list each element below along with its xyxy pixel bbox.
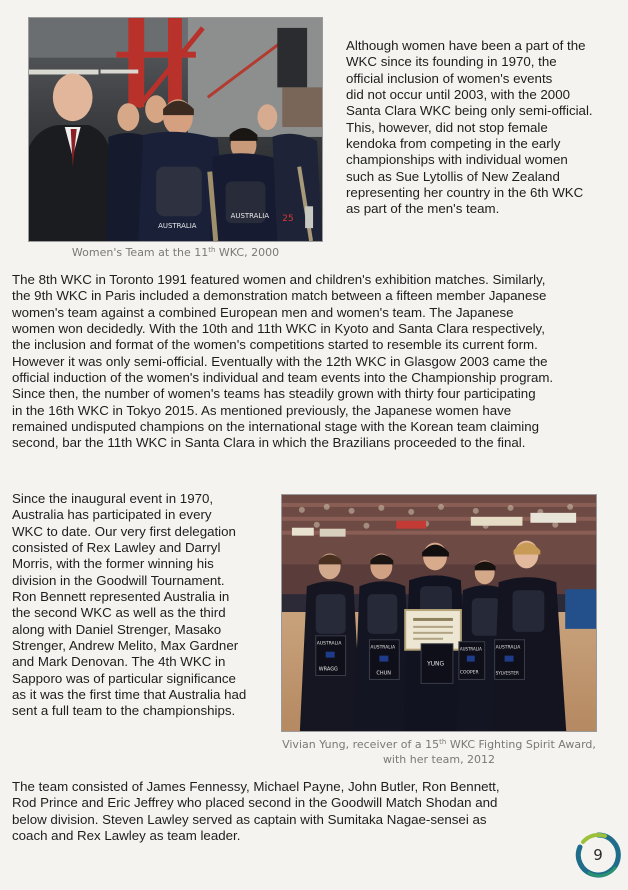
- text-line: coach and Rex Lawley as team leader.: [12, 828, 241, 844]
- text-line: sent a full team to the championships.: [12, 703, 236, 719]
- text-line: Although women have been a part of the: [346, 38, 586, 53]
- zekken-label-4: AUSTRALIA: [459, 646, 482, 652]
- text-line: WKC since its founding in 1970, the: [346, 54, 557, 70]
- text-line: remained undisputed champions on the international stage with the Korean team claiming: [12, 419, 540, 435]
- text-line: The 8th WKC in Toronto 1991 featured women and children's exhibition matches. Similarly,: [12, 272, 546, 287]
- page-number: 9: [593, 846, 603, 864]
- text-line: WKC to date. Our very first delegation: [12, 523, 236, 539]
- text-line: The team consisted of James Fennessy, Michael Payne, John Butler, Ron Bennett,: [12, 779, 500, 794]
- text-line: This, however, did not stop female: [346, 119, 548, 135]
- text-line: the inclusion and format of the women's competitions started to resemble its current form.: [12, 337, 538, 353]
- text-line: such as Sue Lytollis of New Zealand: [346, 168, 560, 184]
- text-line: below division. Steven Lawley served as captain with Sumitaka Nagae-sensei as: [12, 811, 487, 827]
- zekken-name-1: WRAGG: [318, 666, 338, 673]
- text-line: as it was the first time that Australia had: [12, 687, 247, 703]
- text-line: women won decidedly. With the 10th and 11th WKC in Kyoto and Santa Clara respectively,: [12, 321, 545, 337]
- text-line: and Mark Denovan. The 4th WKC in: [12, 654, 226, 670]
- zekken-label-2: AUSTRALIA: [370, 645, 396, 651]
- text-line: as part of the men's team.: [346, 201, 500, 217]
- text-line: the 9th WKC in Paris included a demonstration match between a fifteen member Japanese: [12, 288, 547, 304]
- zekken-name-3: YUNG: [427, 660, 445, 668]
- zekken-label-5: AUSTRALIA: [495, 645, 521, 651]
- photo1-caption-sup: th: [208, 246, 216, 254]
- photo1-caption-post: WKC, 2000: [215, 246, 280, 259]
- team-label-1: AUSTRALIA: [158, 222, 197, 231]
- text-line: Australia has participated in every: [12, 507, 212, 523]
- text-line: women's team against a combined European men and women's team. The Japanese: [12, 304, 514, 320]
- text-line: Morris, with the former winning his: [12, 556, 214, 572]
- photo2-caption: [281, 737, 597, 767]
- page-number-badge: [575, 832, 621, 878]
- paragraph-wkc-womens-events: [12, 272, 553, 452]
- text-line: Since the inaugural event in 1970,: [12, 491, 214, 506]
- womens-team-2000-photo: [28, 17, 323, 242]
- text-line: in the 16th WKC in Tokyo 2015. As mentioned previously, the Japanese women have: [12, 402, 512, 418]
- vivian-yung-team-photo: [281, 494, 597, 732]
- photo1-caption: [28, 245, 323, 260]
- text-line: division in the Goodwill Tournament.: [12, 572, 225, 588]
- zekken-name-5: SYLVESTER: [495, 670, 519, 676]
- text-line: Sapporo was of particular significance: [12, 670, 236, 686]
- zekken-label-1: AUSTRALIA: [316, 641, 342, 647]
- score-display: 25: [282, 214, 294, 225]
- text-line: Since then, the number of women's teams has steadily grown with thirty four participating: [12, 386, 536, 402]
- photo1-caption-pre: Women's Team at the 11: [71, 246, 209, 259]
- photo2-caption-post: WKC Fighting Spirit Award,: [446, 738, 596, 751]
- paragraph-women-history: [346, 38, 593, 218]
- photo2-caption-sup: th: [439, 738, 447, 746]
- zekken-name-2: CHUN: [376, 670, 391, 677]
- photo2-caption-pre: Vivian Yung, receiver of a 15: [282, 738, 440, 751]
- paragraph-team-members: [12, 779, 500, 844]
- text-line: championships with individual women: [346, 152, 568, 168]
- text-line: consisted of Rex Lawley and Darryl: [12, 540, 221, 556]
- text-line: second, bar the 11th WKC in Santa Clara in which the Brazilians proceeded to the final.: [12, 435, 526, 451]
- text-line: official inclusion of women's events: [346, 70, 553, 86]
- text-line: Santa Clara WKC being only semi-official.: [346, 103, 593, 119]
- text-line: However it was only semi-official. Eventually with the 12th WKC in Glasgow 2003 came the: [12, 353, 548, 369]
- text-line: official induction of the women's individual and team events into the Championship program.: [12, 370, 554, 386]
- text-line: kendoka from competing in the early: [346, 136, 561, 152]
- zekken-name-4: COOPER: [459, 670, 479, 676]
- photo2-caption-line2: with her team, 2012: [382, 753, 496, 766]
- text-line: Strenger, Andrew Melito, Max Gardner: [12, 638, 239, 654]
- text-line: Rod Prince and Eric Jeffrey who placed second in the Goodwill Match Shodan and: [12, 795, 498, 811]
- team-label-2: AUSTRALIA: [230, 212, 270, 221]
- text-line: along with Daniel Strenger, Masako: [12, 621, 222, 637]
- text-line: Ron Bennett represented Australia in: [12, 589, 230, 605]
- text-line: did not occur until 2003, with the 2000: [346, 87, 570, 103]
- paragraph-australia-participation: [12, 491, 246, 720]
- text-line: representing her country in the 6th WKC: [346, 185, 584, 201]
- text-line: the second WKC as well as the third: [12, 605, 226, 621]
